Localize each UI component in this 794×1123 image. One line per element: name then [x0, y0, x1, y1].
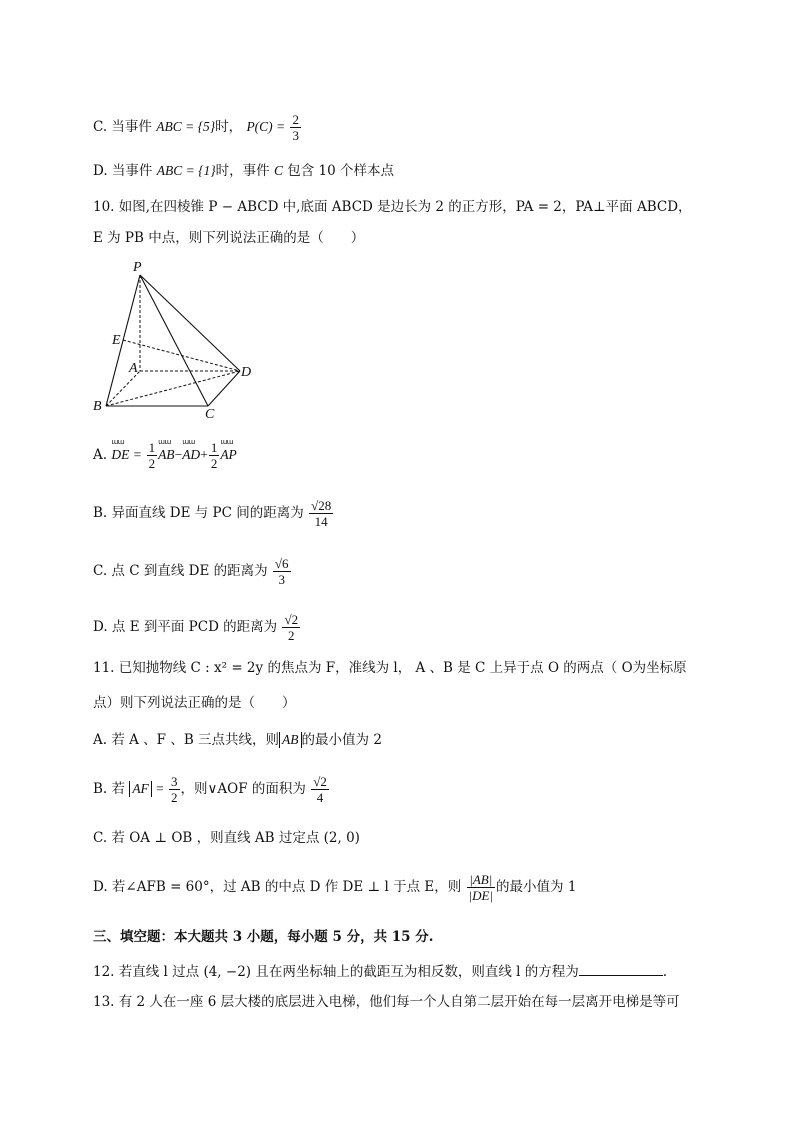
q11-option-c: C. 若 OA ⊥ OB ，则直线 AB 过定点 (2, 0) [93, 830, 360, 846]
q11-optb-mid: ，则∨AOF 的面积为 [180, 781, 306, 797]
q11-optb-eq: = [156, 781, 164, 796]
edge-pd [140, 275, 240, 371]
q10-opta-half2: $\frac{1}{2}$ [210, 440, 218, 471]
q10-pyramid-figure [88, 258, 268, 428]
q10-stem-line2: E 为 PB 中点，则下列说法正确的是（ ） [93, 230, 365, 246]
q10-opta-minus: − [174, 447, 183, 462]
q11-optb-fraction2: $\frac{√2}{4}$ [313, 774, 327, 805]
vector-de: ɯɯ DE [111, 438, 130, 462]
q10-option-a [93, 440, 237, 471]
vector-ad: ɯɯ AD [182, 438, 201, 462]
edge-cd [208, 371, 240, 406]
q11-opta-pre: A. 若 A 、F 、B 三点共线，则 [93, 732, 280, 748]
q11-opta-post: 的最小值为 2 [301, 732, 382, 748]
q10-optb-fraction: $\frac{√28}{14}$ [311, 498, 332, 529]
q10-option-d [93, 612, 301, 643]
q12-stem: 12. 若直线 l 过点 (4, −2) 且在两坐标轴上的截距互为相反数，则直线 l 的方程为 [93, 964, 579, 980]
q10-optd-text: D. 点 E 到平面 PCD 的距离为 [93, 619, 278, 635]
q9-optd-mid: 时，事件 [215, 163, 270, 179]
label-p: P [133, 260, 142, 275]
q11-optd-fraction: $\frac{|AB|}{|DE|}$ [468, 872, 494, 903]
q13-text: 13. 有 2 人在一座 6 层大楼的底层进入电梯，他们每一个人自第二层开始在每一层离开电梯是等可 [93, 994, 680, 1010]
q10-optc-fraction: $\frac{√6}{3}$ [274, 556, 289, 587]
q9-optc-fraction: $\frac{2}{3}$ [292, 112, 299, 143]
vector-ap: ɯɯ AP [220, 438, 237, 462]
section3-heading: 三、填空题：本大题共 3 小题，每小题 5 分，共 15 分. [93, 929, 434, 945]
edge-ed [123, 340, 240, 371]
q12-end: . [662, 964, 668, 980]
q9-option-c [93, 112, 302, 143]
q9-optc-label: C. 当事件 [93, 119, 152, 135]
label-a: A [129, 361, 138, 376]
q10-optd-fraction: $\frac{√2}{2}$ [284, 612, 299, 643]
label-b: B [93, 399, 102, 414]
edge-pc [140, 275, 208, 406]
edge-bd [106, 371, 240, 406]
q11-stem-line1: 11. 已知抛物线 C : x² = 2y 的焦点为 F，准线为 l， A 、B 是 C 上异于点 O 的两点（ O为坐标原 [93, 660, 687, 676]
q9-optd-c: C [273, 163, 283, 178]
q9-optd-tail: 包含 10 个样本点 [287, 163, 395, 179]
vector-ab: ɯɯ AB [158, 438, 175, 462]
q10-option-b [93, 498, 334, 529]
q10-opta-half1: $\frac{1}{2}$ [148, 440, 156, 471]
q9-optd-label: D. 当事件 [93, 163, 153, 179]
q11-stem-line2: 点）则下列说法正确的是（ ） [93, 695, 296, 711]
q12-answer-blank[interactable] [579, 963, 663, 976]
q10-opta-eq: = [133, 447, 142, 462]
q10-optc-text: C. 点 C 到直线 DE 的距离为 [93, 563, 268, 579]
label-e: E [112, 333, 121, 348]
q11-optb-abs: AF [129, 781, 152, 797]
q9-optc-p: P(C) = [246, 119, 286, 134]
q11-optb-pre: B. 若 [93, 781, 126, 797]
q10-stem-line1: 10. 如图,在四棱锥 P − ABCD 中,底面 ABCD 是边长为 2 的正方形，PA = 2，PA⊥平面 ABCD， [93, 199, 692, 215]
q10-opta-label: A. [93, 447, 108, 463]
q9-option-d [93, 164, 394, 179]
q11-option-b [93, 774, 330, 805]
q11-optb-fraction1: $\frac{3}{2}$ [171, 774, 178, 805]
q9-optd-eq: ABC = {1} [156, 163, 216, 178]
q9-optc-eq: ABC = {5} [156, 119, 216, 134]
q12-text [93, 963, 667, 980]
q10-optb-text: B. 异面直线 DE 与 PC 间的距离为 [93, 505, 304, 521]
q11-optd-post: 的最小值为 1 [496, 879, 577, 895]
q10-option-c [93, 556, 292, 587]
q11-optd-pre: D. 若∠AFB = 60°，过 AB 的中点 D 作 DE ⊥ l 于点 E，则 [93, 879, 462, 895]
label-c: C [205, 407, 215, 422]
q11-opta-abs: AB [279, 732, 302, 748]
label-d: D [241, 365, 252, 380]
q11-option-d [93, 872, 576, 903]
q9-optc-mid: 时， [215, 119, 243, 135]
q10-opta-plus: + [200, 447, 208, 462]
q11-option-a [93, 732, 382, 748]
